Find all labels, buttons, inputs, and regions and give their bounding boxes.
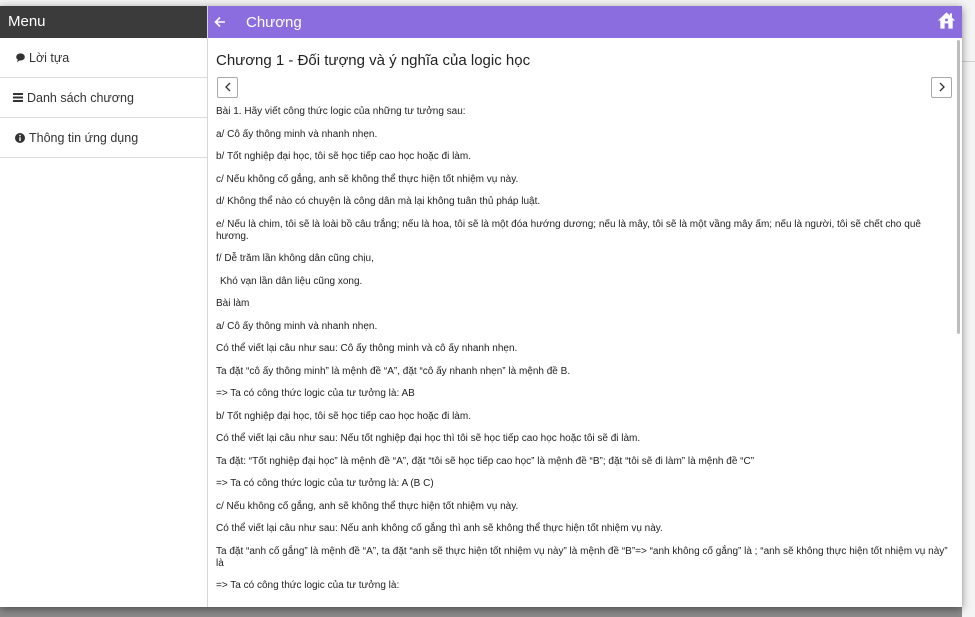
sidebar-item-app-info[interactable]	[0, 118, 207, 158]
content-scrollbar[interactable]	[957, 40, 960, 334]
chapter-title: Chương 1 - Đối tượng và ý nghĩa của logic học	[216, 52, 531, 69]
sidebar-item-label: Thông tin ứng dụng	[29, 130, 139, 145]
sidebar-item-preface[interactable]	[0, 38, 207, 78]
chevron-left-icon	[224, 79, 232, 97]
paragraph: Bài 1. Hãy viết công thức logic của những tư tưởng sau:	[216, 106, 466, 117]
arrow-left-icon[interactable]	[214, 16, 238, 28]
previous-chapter-button[interactable]	[217, 77, 238, 98]
list-icon	[12, 93, 24, 102]
paragraph: a/ Cô ấy thông minh và nhanh nhẹn.	[216, 128, 378, 140]
chapter-body	[216, 106, 956, 603]
chat-bubble-icon	[14, 53, 26, 62]
background-window-right	[962, 0, 975, 617]
paragraph: d/ Không thể nào có chuyện là công dân mà lại không tuân thủ pháp luật.	[216, 196, 541, 207]
info-icon	[14, 133, 26, 143]
paragraph: e/ Nếu là chim, tôi sẽ là loài bồ câu trắng; nếu là hoa, tôi sẽ là một đóa hướng dương; nếu là mây, tôi sẽ là một vầng mây ấm; nếu là người, tôi sẽ chết cho quê hương.	[216, 218, 921, 242]
paragraph: b/ Tốt nghiệp đại học, tôi sẽ học tiếp cao học hoặc đi làm.	[216, 410, 471, 422]
sidebar-item-label: Danh sách chương	[27, 90, 134, 105]
sidebar-item-chapter-list[interactable]	[0, 78, 207, 118]
home-icon[interactable]	[937, 11, 956, 35]
sidebar-item-label: Lời tựa	[29, 50, 70, 65]
chapter-content	[208, 38, 962, 607]
paragraph: => Ta có công thức logic của tư tưởng là:	[216, 580, 400, 591]
paragraph: Có thể viết lại câu như sau: Nếu tốt nghiệp đại học thì tôi sẽ học tiếp cao học hoặc tôi sẽ đi làm.	[216, 433, 641, 444]
paragraph: Ta đặt “anh cố gắng” là mệnh đề “A”, ta đặt “anh sẽ thực hiện tốt nhiệm vụ này” là mệnh đề “B”=> “anh không cố gắng” là ; “anh sẽ không thực hiện tốt nhiệm vụ này” là	[216, 545, 948, 569]
chevron-right-icon	[938, 79, 946, 97]
paragraph: Có thể viết lại câu như sau: Cô ấy thông minh và cô ấy nhanh nhẹn.	[216, 343, 518, 354]
top-bar	[208, 6, 962, 38]
paragraph: Ta đặt “cô ấy thông minh” là mệnh đề “A”, đặt “cô ấy nhanh nhẹn” là mệnh đề B.	[216, 365, 571, 377]
app-window	[0, 6, 962, 607]
sidebar-header: Menu	[0, 6, 207, 38]
paragraph: f/ Dễ trăm lần không dân cũng chịu,	[216, 253, 374, 264]
paragraph: Khó vạn lần dân liệu cũng xong.	[220, 275, 363, 287]
paragraph: => Ta có công thức logic của tư tưởng là: AB	[216, 388, 415, 399]
paragraph: c/ Nếu không cố gắng, anh sẽ không thể thực hiện tốt nhiệm vụ này.	[216, 173, 519, 185]
paragraph: => Ta có công thức logic của tư tưởng là: A (B C)	[216, 478, 434, 489]
paragraph: b/ Tốt nghiệp đại học, tôi sẽ học tiếp cao học hoặc đi làm.	[216, 151, 471, 162]
paragraph: Ta đặt: “Tốt nghiệp đại học” là mệnh đề “A”, đặt “tôi sẽ học tiếp cao học” là mệnh đề “B”; đặt “tôi sẽ đi làm” là mệnh đề “C”	[216, 455, 755, 467]
paragraph: Có thể viết lại câu như sau: Nếu anh không cố gắng thì anh sẽ không thể thực hiện tốt nhiệm vụ này.	[216, 523, 663, 534]
paragraph: c/ Nếu không cố gắng, anh sẽ không thể thực hiện tốt nhiệm vụ này.	[216, 500, 519, 512]
next-chapter-button[interactable]	[931, 77, 952, 98]
sidebar-menu	[0, 6, 208, 607]
main-panel	[208, 6, 962, 607]
paragraph: a/ Cô ấy thông minh và nhanh nhẹn.	[216, 320, 378, 332]
top-bar-title: Chương	[246, 13, 302, 31]
paragraph: Bài làm	[216, 298, 250, 309]
